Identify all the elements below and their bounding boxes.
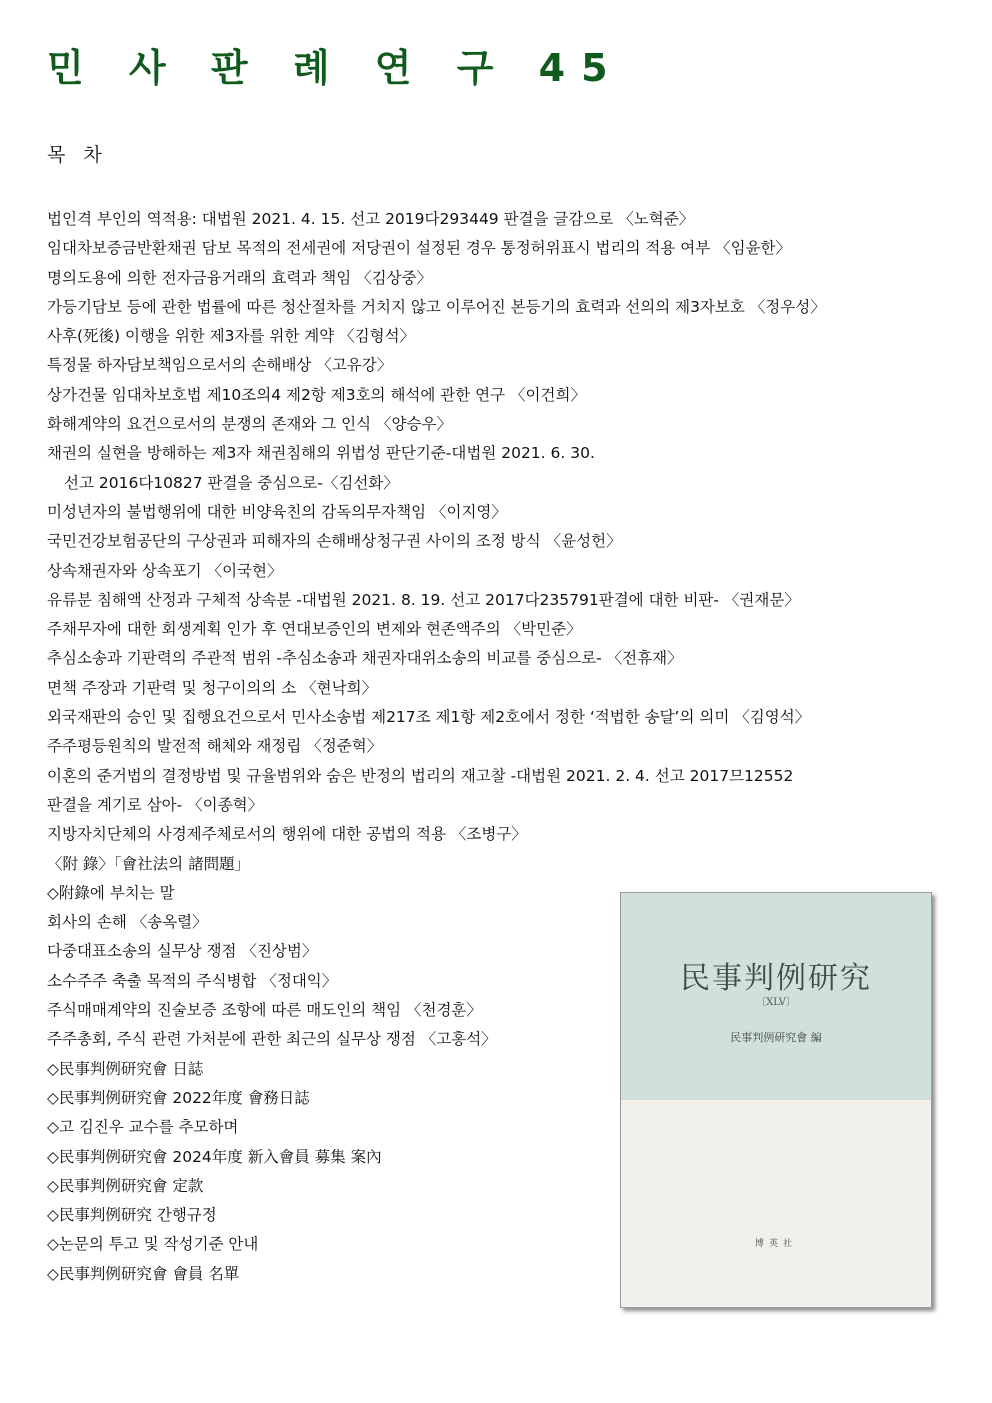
cover-volume: 〔XLV〕 — [756, 997, 796, 1008]
cover-title: 民事判例研究 — [680, 961, 872, 996]
toc-item: ◇고 김진우 교수를 추모하며 — [47, 1118, 239, 1137]
toc-item: 다중대표소송의 실무상 쟁점 〈진상범〉 — [47, 942, 318, 961]
toc-item: 임대차보증금반환채권 담보 목적의 전세권에 저당권이 설정된 경우 통정허위표시 법리의 적용 여부 〈임윤한〉 — [47, 239, 792, 258]
book-cover-image — [620, 892, 932, 1308]
toc-appendix-heading: 〈附 錄〉「會社法의 諸問題」 — [47, 854, 251, 873]
toc-heading: 목 차 — [47, 144, 108, 166]
toc-item: 주채무자에 대한 회생계획 인가 후 연대보증인의 변제와 현존액주의 〈박민준〉 — [47, 620, 582, 639]
toc-item: 채권의 실현을 방해하는 제3자 채권침해의 위법성 판단기준-대법원 2021. 6. 30. — [47, 444, 595, 463]
toc-item: 회사의 손해 〈송옥렬〉 — [47, 913, 208, 932]
cover-publisher: 博英社 — [754, 1239, 797, 1249]
toc-item: 유류분 침해액 산정과 구체적 상속분 -대법원 2021. 8. 19. 선고 2017다235791판결에 대한 비판- 〈권재문〉 — [47, 590, 800, 609]
toc-item: ◇民事判例研究會 2022年度 會務日誌 — [47, 1088, 310, 1107]
toc-item: 미성년자의 불법행위에 대한 비양육친의 감독의무자책임 〈이지영〉 — [47, 502, 507, 521]
toc-item: ◇民事判例研究會 日誌 — [47, 1059, 204, 1078]
toc-item: ◇附錄에 부치는 말 — [47, 883, 175, 902]
toc-item: 추심소송과 기판력의 주관적 범위 -추심소송과 채권자대위소송의 비교를 중심으로- 〈전휴재〉 — [47, 649, 683, 668]
page-title: 민 사 판 례 연 구 45 — [47, 46, 624, 90]
toc-item: 주주총회, 주식 관련 가처분에 관한 최근의 실무상 쟁점 〈고홍석〉 — [47, 1030, 497, 1049]
toc-item: 상속채권자와 상속포기 〈이국현〉 — [47, 561, 283, 580]
cover-bottom-panel — [621, 1100, 931, 1307]
toc-item: 주주평등원칙의 발전적 해체와 재정립 〈정준혁〉 — [47, 737, 383, 756]
toc-item: 지방자치단체의 사경제주체로서의 행위에 대한 공법의 적용 〈조병구〉 — [47, 825, 527, 844]
cover-editor: 民事判例研究會 編 — [730, 1031, 822, 1044]
toc-item: ◇民事判例研究會 定款 — [47, 1176, 204, 1195]
toc-item: 특정물 하자담보책임으로서의 손해배상 〈고유강〉 — [47, 356, 393, 375]
toc-item: 상가건물 임대차보호법 제10조의4 제2항 제3호의 해석에 관한 연구 〈이건희〉 — [47, 385, 586, 404]
toc-item: 이혼의 준거법의 결정방법 및 규율범위와 숨은 반정의 법리의 재고찰 -대법원 2021. 2. 4. 선고 2017므12552 — [47, 766, 794, 785]
toc-item: ◇논문의 투고 및 작성기준 안내 — [47, 1235, 259, 1254]
toc-item: 주식매매계약의 진술보증 조항에 따른 매도인의 책임 〈천경훈〉 — [47, 1001, 482, 1020]
toc-item: 가등기담보 등에 관한 법률에 따른 청산절차를 거치지 않고 이루어진 본등기의 효력과 선의의 제3자보호 〈정우성〉 — [47, 297, 826, 316]
toc-item: ◇民事判例研究會 會員 名單 — [47, 1264, 240, 1283]
toc-item: 명의도용에 의한 전자금융거래의 효력과 책임 〈김상중〉 — [47, 268, 433, 287]
toc-item: 법인격 부인의 역적용: 대법원 2021. 4. 15. 선고 2019다293449 판결을 글감으로 〈노혁준〉 — [47, 210, 695, 228]
toc-item: ◇民事判例研究會 2024年度 新入會員 募集 案內 — [47, 1147, 382, 1166]
toc-item: ◇民事判例研究 간행규정 — [47, 1206, 217, 1225]
toc-item: 국민건강보험공단의 구상권과 피해자의 손해배상청구권 사이의 조정 방식 〈윤성헌〉 — [47, 532, 622, 551]
toc-item: 소수주주 축출 목적의 주식병합 〈정대익〉 — [47, 971, 338, 990]
toc-item: 화해계약의 요건으로서의 분쟁의 존재와 그 인식 〈양승우〉 — [47, 415, 452, 434]
toc-item: 사후(死後) 이행을 위한 제3자를 위한 계약 〈김형석〉 — [47, 327, 416, 346]
toc-item: 면책 주장과 기판력 및 청구이의의 소 〈현낙희〉 — [47, 678, 378, 697]
toc-item-continuation: 판결을 계기로 삼아- 〈이종혁〉 — [47, 795, 264, 814]
toc-item-continuation: 선고 2016다10827 판결을 중심으로-〈김선화〉 — [64, 473, 399, 492]
toc-item: 외국재판의 승인 및 집행요건으로서 민사소송법 제217조 제1항 제2호에서 정한 ‘적법한 송달’의 의미 〈김영석〉 — [47, 708, 811, 727]
